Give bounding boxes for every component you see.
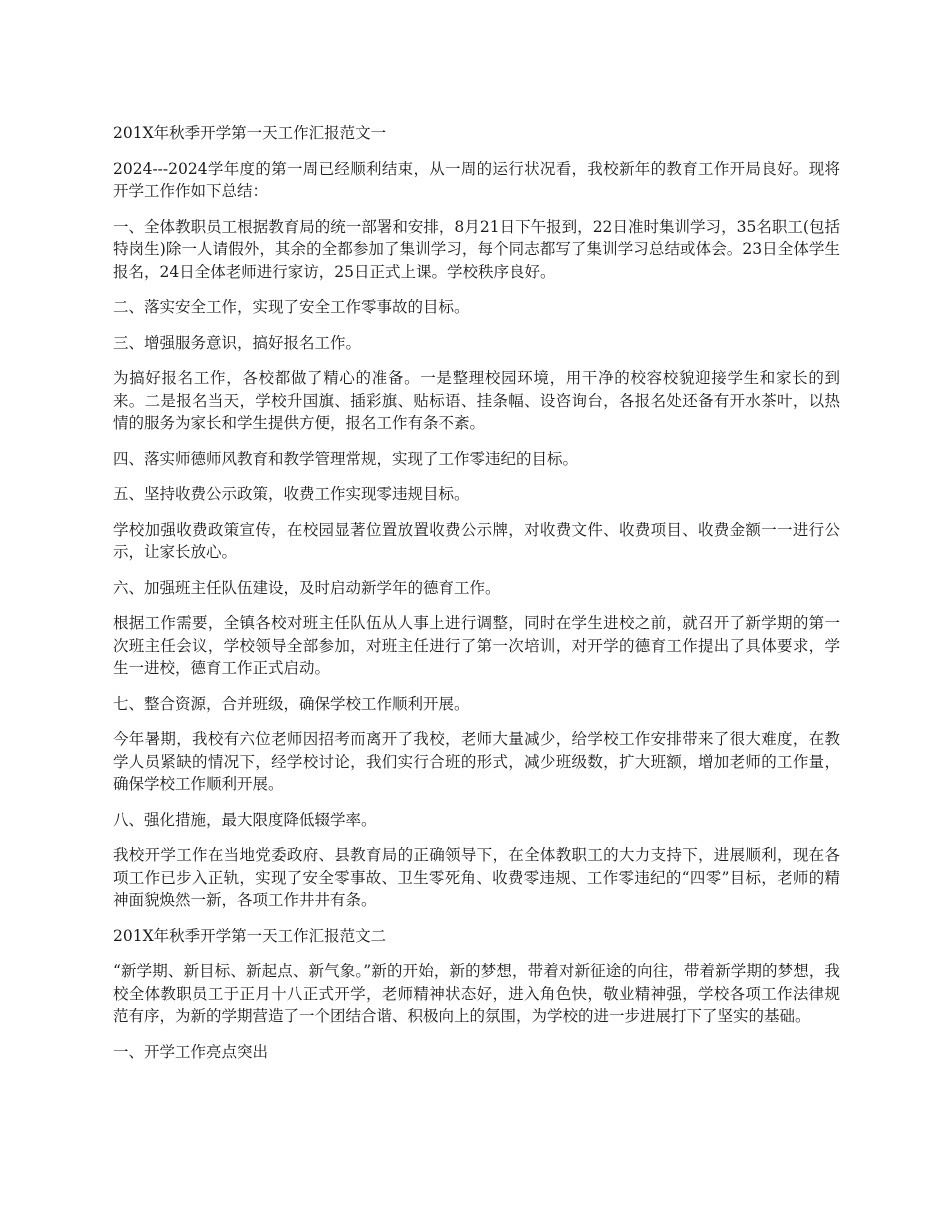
paragraph-intro: 2024---2024学年度的第一周已经顺利结束，从一周的运行状况看，我校新年的教育工作开局良好。现将开学工作作如下总结： xyxy=(113,159,840,200)
paragraph-section-7-body: 今年暑期，我校有六位老师因招考而离开了我校，老师大量减少，给学校工作安排带来了很大难度，在教学人员紧缺的情况下，经学校讨论，我们实行合班的形式，减少班级数，扩大班额，增加老师的工作量，确保学校工作顺利开展。 xyxy=(113,730,840,793)
paragraph-section-5-body: 学校加强收费政策宣传，在校园显著位置放置收费公示牌，对收费文件、收费项目、收费金额一一进行公示，让家长放心。 xyxy=(113,520,840,561)
document-title-2: 201X年秋季开学第一天工作汇报范文二 xyxy=(113,926,387,945)
paragraph-section-1: 一、全体教职员工根据教育局的统一部署和安排，8月21日下午报到，22日准时集训学习，35名职工(包括特岗生)除一人请假外，其余的全都参加了集训学习，每个同志都写了集训学习总结或体会。23日全体学生报名，24日全体老师进行家访，25日正式上课。学校秩序良好。 xyxy=(113,217,840,281)
paragraph-section-5: 五、坚持收费公示政策，收费工作实现零违规目标。 xyxy=(113,485,470,503)
paragraph-section-3: 三、增强服务意识，搞好报名工作。 xyxy=(113,333,362,352)
document-page xyxy=(113,122,840,1076)
paragraph-section-4: 四、落实师德师风教育和教学管理常规，实现了工作零违纪的目标。 xyxy=(113,449,579,468)
paragraph-section-2: 二、落实安全工作，实现了安全工作零事故的目标。 xyxy=(113,298,470,316)
paragraph-section-7: 七、整合资源，合并班级，确保学校工作顺利开展。 xyxy=(113,694,470,713)
document-title-1: 201X年秋季开学第一天工作汇报范文一 xyxy=(113,124,387,142)
paragraph-intro-2: “新学期、新目标、新起点、新气象。”新的开始，新的梦想，带着对新征途的向往，带着新学期的梦想，我校全体教职员工于正月十八正式开学，老师精神状态好，进入角色快，敬业精神强，学校各项工作法律规范有序，为新的学期营造了一个团结合谐、积极向上的氛围，为学校的进一步进展打下了坚实的基础。 xyxy=(113,962,840,1025)
paragraph-section-3-body: 为搞好报名工作，各校都做了精心的准备。一是整理校园环境，用干净的校容校貌迎接学生和家长的到来。二是报名当天，学校升国旗、插彩旗、贴标语、挂条幅、设咨询台，各报名处还备有开水茶叶，以热情的服务为家长和学生提供方便，报名工作有条不紊。 xyxy=(113,369,840,432)
paragraph-section-6-body: 根据工作需要，全镇各校对班主任队伍从人事上进行调整，同时在学生进校之前，就召开了新学期的第一次班主任会议，学校领导全部参加，对班主任进行了第一次培训，对开学的德育工作提出了具体要求，学生一进校，德育工作正式启动。 xyxy=(113,614,840,677)
paragraph-section-6: 六、加强班主任队伍建设，及时启动新学年的德育工作。 xyxy=(113,578,501,597)
paragraph-section-2-1: 一、开学工作亮点突出 xyxy=(113,1042,269,1061)
paragraph-summary: 我校开学工作在当地党委政府、县教育局的正确领导下，在全体教职工的大力支持下，进展顺利，现在各项工作已步入正轨，实现了安全零事故、卫生零死角、收费零违规、工作零违纪的“四零”目标，老师的精神面貌焕然一新，各项工作井井有条。 xyxy=(113,846,840,909)
paragraph-section-8: 八、强化措施，最大限度降低辍学率。 xyxy=(113,810,377,829)
